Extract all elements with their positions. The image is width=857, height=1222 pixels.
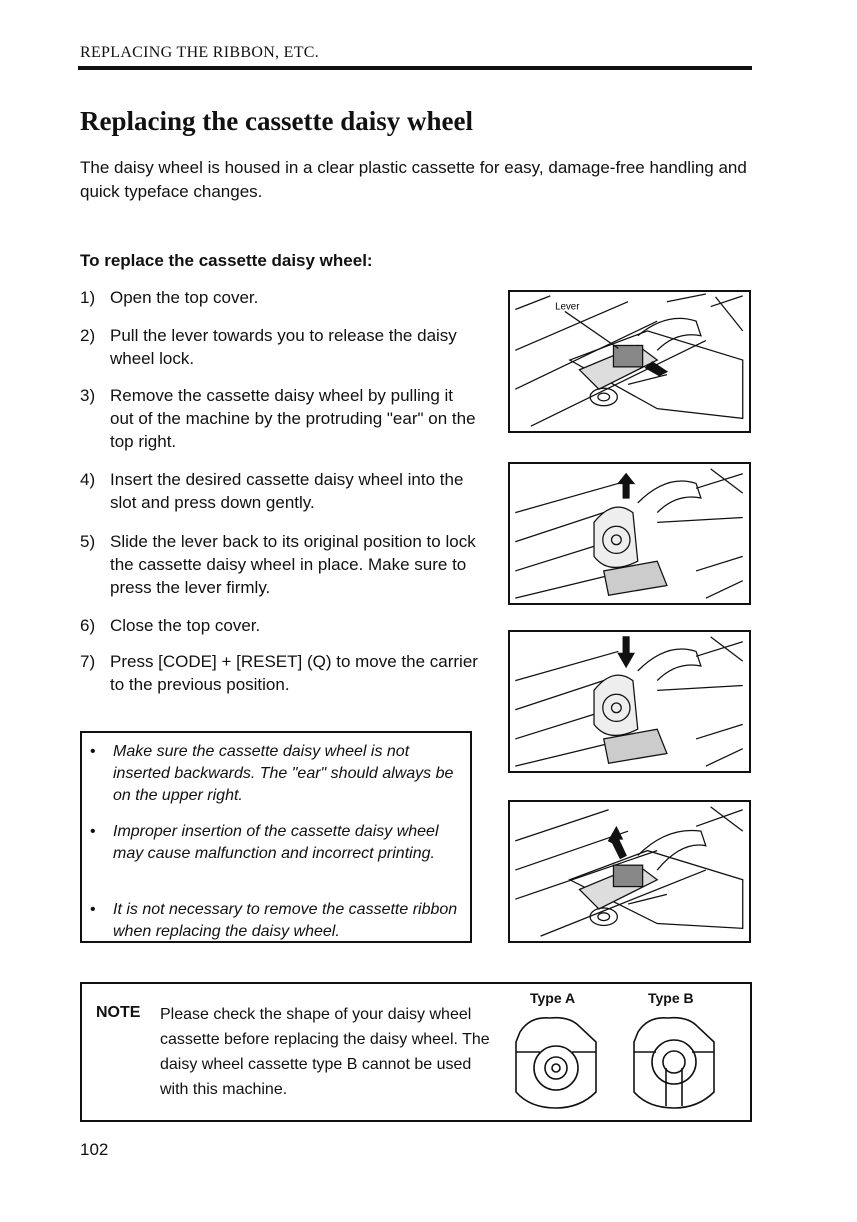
step-6	[80, 614, 480, 637]
step-text: Remove the cassette daisy wheel by pulling it out of the machine by the protruding "ear" on the top right.	[110, 386, 476, 451]
type-b-label: Type B	[648, 990, 694, 1006]
lock-lever-illustration	[510, 632, 749, 771]
figure-insert-cassette	[508, 462, 751, 605]
step-number: 5)	[80, 532, 96, 551]
step-number: 4)	[80, 470, 96, 489]
note-text: Please check the shape of your daisy wheel cassette before replacing the daisy wheel. The daisy wheel cassette type B cannot be used with this machine.	[160, 1006, 490, 1098]
note-box	[80, 982, 752, 1122]
lever-locked-illustration	[510, 802, 749, 941]
step-text: Insert the desired cassette daisy wheel into the slot and press down gently.	[110, 470, 464, 512]
caution-text: Improper insertion of the cassette daisy wheel may cause malfunction and incorrect printing.	[113, 823, 439, 862]
caution-box	[80, 731, 472, 943]
intro-paragraph: The daisy wheel is housed in a clear plastic cassette for easy, damage-free handling and quick typeface changes.	[80, 158, 747, 201]
step-text: Slide the lever back to its original position to lock the cassette daisy wheel in place. Make sure to press the lever firmly.	[110, 532, 476, 597]
header-rule	[78, 66, 752, 70]
lever-label: Lever	[555, 301, 580, 313]
section-title: Replacing the cassette daisy wheel	[80, 106, 473, 136]
step-text: Pull the lever towards you to release the daisy wheel lock.	[110, 326, 457, 368]
page-number: 102	[80, 1140, 109, 1159]
figure-lever-locked	[508, 800, 751, 943]
type-a-cassette-icon	[510, 1012, 602, 1112]
step-number: 3)	[80, 386, 96, 405]
figure-lock-lever	[508, 630, 751, 773]
step-2	[80, 324, 480, 370]
caution-item	[90, 741, 460, 807]
step-text: Open the top cover.	[110, 288, 259, 307]
bullet-mark: •	[90, 823, 96, 840]
note-label: NOTE	[96, 1004, 141, 1021]
caution-text: It is not necessary to remove the cassette ribbon when replacing the daisy wheel.	[113, 901, 458, 940]
step-number: 7)	[80, 652, 96, 671]
step-4	[80, 468, 480, 514]
caution-text: Make sure the cassette daisy wheel is not inserted backwards. The "ear" should always be on the upper right.	[113, 743, 454, 804]
step-number: 6)	[80, 616, 96, 635]
type-b-cassette-icon	[628, 1012, 720, 1112]
step-number: 1)	[80, 288, 96, 307]
procedure-heading: To replace the cassette daisy wheel:	[80, 251, 373, 270]
step-5	[80, 530, 480, 599]
step-text: Press [CODE] + [RESET] (Q) to move the carrier to the previous position.	[110, 652, 478, 694]
bullet-mark: •	[90, 743, 96, 760]
caution-item	[90, 821, 460, 865]
figure-lever-release	[508, 290, 751, 433]
step-number: 2)	[80, 326, 96, 345]
lever-release-illustration	[510, 292, 749, 431]
step-7	[80, 650, 480, 696]
caution-item	[90, 899, 460, 943]
insert-cassette-illustration	[510, 464, 749, 603]
type-a-label: Type A	[530, 990, 576, 1006]
step-text: Close the top cover.	[110, 616, 261, 635]
step-3	[80, 384, 480, 453]
step-1	[80, 286, 480, 309]
running-header: REPLACING THE RIBBON, ETC.	[80, 44, 320, 61]
bullet-mark: •	[90, 901, 96, 918]
